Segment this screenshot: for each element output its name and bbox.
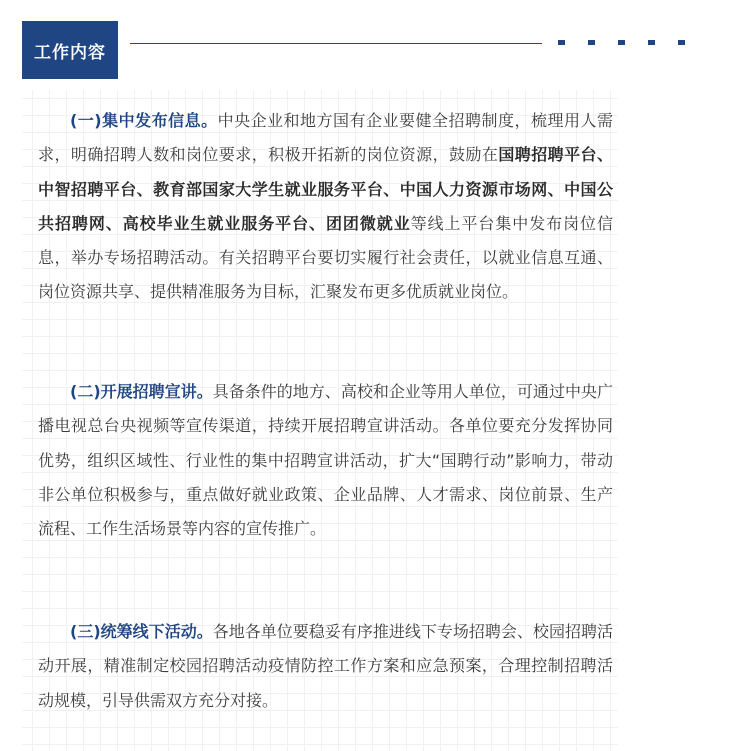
decor-dot [678, 40, 685, 45]
paragraph-text: 具备条件的地方、高校和企业等用人单位，可通过中央广播电视总台央视频等宣传渠道，持续开展招聘宣讲活动。各单位要充分发挥协同优势，组织区域性、行业性的集中招聘宣讲活动，扩大“国聘行动”影响力，带动非公单位积极参与，重点做好就业政策、企业品牌、人才需求、岗位前景、生产流程、工作生活场景等内容的宣传推广。 [38, 382, 613, 539]
section-title-tag: 工作内容 [22, 21, 118, 79]
paragraph-heading: (一)集中发布信息。 [70, 111, 218, 130]
decor-dot [558, 40, 565, 45]
paragraph-text: 等线上平台集中发布岗位信息，举办专场招聘活动。有关招聘平台要切实履行社会责任，以就业信息互通、岗位资源共享、提供精准服务为目标，汇聚发布更多优质就业岗位。 [38, 213, 613, 302]
paragraph-offline-activities [38, 615, 613, 718]
decor-dot [588, 40, 595, 45]
paragraph-text: 各地各单位要稳妥有序推进线下专场招聘会、校园招聘活动开展，精准制定校园招聘活动疫情防控工作方案和应急预案，合理控制招聘活动规模，引导供需双方充分对接。 [38, 622, 613, 710]
paragraph-heading: (二)开展招聘宣讲。 [70, 382, 213, 401]
content-panel [22, 90, 618, 751]
decor-dot [648, 40, 655, 45]
decor-dot [618, 40, 625, 45]
paragraph-publish-info [38, 104, 613, 310]
header-divider-line [130, 43, 542, 44]
paragraph-recruitment-promotion [38, 375, 613, 546]
paragraph-heading: (三)统筹线下活动。 [70, 622, 213, 641]
header-decorative-dots [558, 40, 685, 45]
platform-list-bold: 国聘招聘平台、中智招聘平台、教育部国家大学生就业服务平台、中国人力资源市场网、中国公共招聘网、高校毕业生就业服务平台、团团微就业 [38, 145, 613, 233]
paragraph-text: 中央企业和地方国有企业要健全招聘制度，梳理用人需求，明确招聘人数和岗位要求，积极开拓新的岗位资源，鼓励在 [38, 111, 613, 165]
